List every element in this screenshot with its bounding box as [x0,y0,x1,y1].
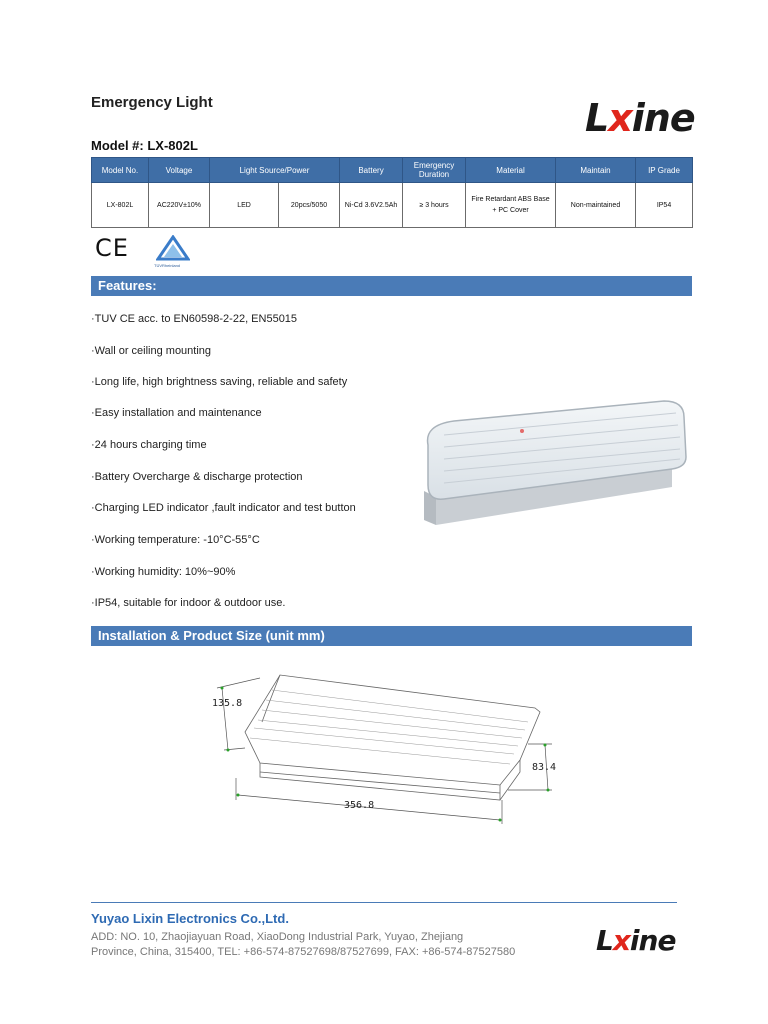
header-ip-grade: IP Grade [636,158,693,183]
feature-item: ·Working temperature: -10°C-55°C [91,534,260,546]
feature-item: ·IP54, suitable for indoor & outdoor use. [91,597,286,609]
logo-letter-x: x [608,96,632,140]
feature-item: ·Working humidity: 10%~90% [91,566,236,578]
footer-divider [91,902,677,903]
header-battery: Battery [340,158,403,183]
company-address [91,930,515,960]
table-row [92,183,693,228]
cell-voltage: AC220V±10% [149,183,210,228]
footer-logo [596,924,675,957]
logo-letter-l: L [585,96,609,140]
address-line: ADD: NO. 10, Zhaojiayuan Road, XiaoDong Industrial Park, Yuyao, Zhejiang [91,931,464,943]
feature-item: ·Battery Overcharge & discharge protection [91,471,303,483]
address-line: Province, China, 315400, TEL: +86-574-87527698/87527699, FAX: +86-574-87527580 [91,946,516,958]
header-maintain: Maintain [556,158,636,183]
header-light-source: Light Source/Power [210,158,340,183]
features-heading: Features: [91,276,692,296]
header-material: Material [466,158,556,183]
cell-maintain: Non-maintained [556,183,636,228]
installation-heading: Installation & Product Size (unit mm) [91,626,692,646]
document-title: Emergency Light [91,94,213,111]
dimension-depth: 83.4 [532,762,557,773]
spec-table-header [92,158,693,183]
feature-item: ·TUV CE acc. to EN60598-2-22, EN55015 [91,313,298,325]
feature-item: ·Charging LED indicator ,fault indicator and test button [91,502,356,514]
product-photo [414,395,694,535]
spec-table [91,157,693,228]
company-name: Yuyao Lixin Electronics Co.,Ltd. [91,911,289,926]
tuv-triangle-icon [156,235,190,263]
logo-letter-l: L [596,924,613,957]
feature-item: ·Easy installation and maintenance [91,407,262,419]
feature-item: ·Wall or ceiling mounting [91,345,212,357]
feature-item: ·24 hours charging time [91,439,207,451]
dimension-drawing [200,660,570,830]
dimension-length: 356.8 [344,800,375,811]
ce-mark: CE [95,234,129,262]
logo-letters-ine: ine [629,924,676,957]
cell-light-source: LED [210,183,279,228]
logo-letter-x: x [612,924,630,957]
cell-battery: Ni-Cd 3.6V2.5Ah [340,183,403,228]
cell-emergency-duration: ≥ 3 hours [403,183,466,228]
tuv-label: TÜVRheinland [154,263,181,268]
header-voltage: Voltage [149,158,210,183]
cell-model-no: LX-802L [92,183,149,228]
company-logo [585,96,695,140]
cell-material: Fire Retardant ABS Base + PC Cover [466,183,556,228]
cell-power: 20pcs/5050 [279,183,340,228]
logo-letters-ine: ine [631,96,695,140]
model-number: Model #: LX-802L [91,138,198,153]
dimension-height: 135.8 [212,698,243,709]
header-model-no: Model No. [92,158,149,183]
feature-item: ·Long life, high brightness saving, reliable and safety [91,376,348,388]
cell-ip-grade: IP54 [636,183,693,228]
header-emergency-duration: Emergency Duration [403,158,466,183]
